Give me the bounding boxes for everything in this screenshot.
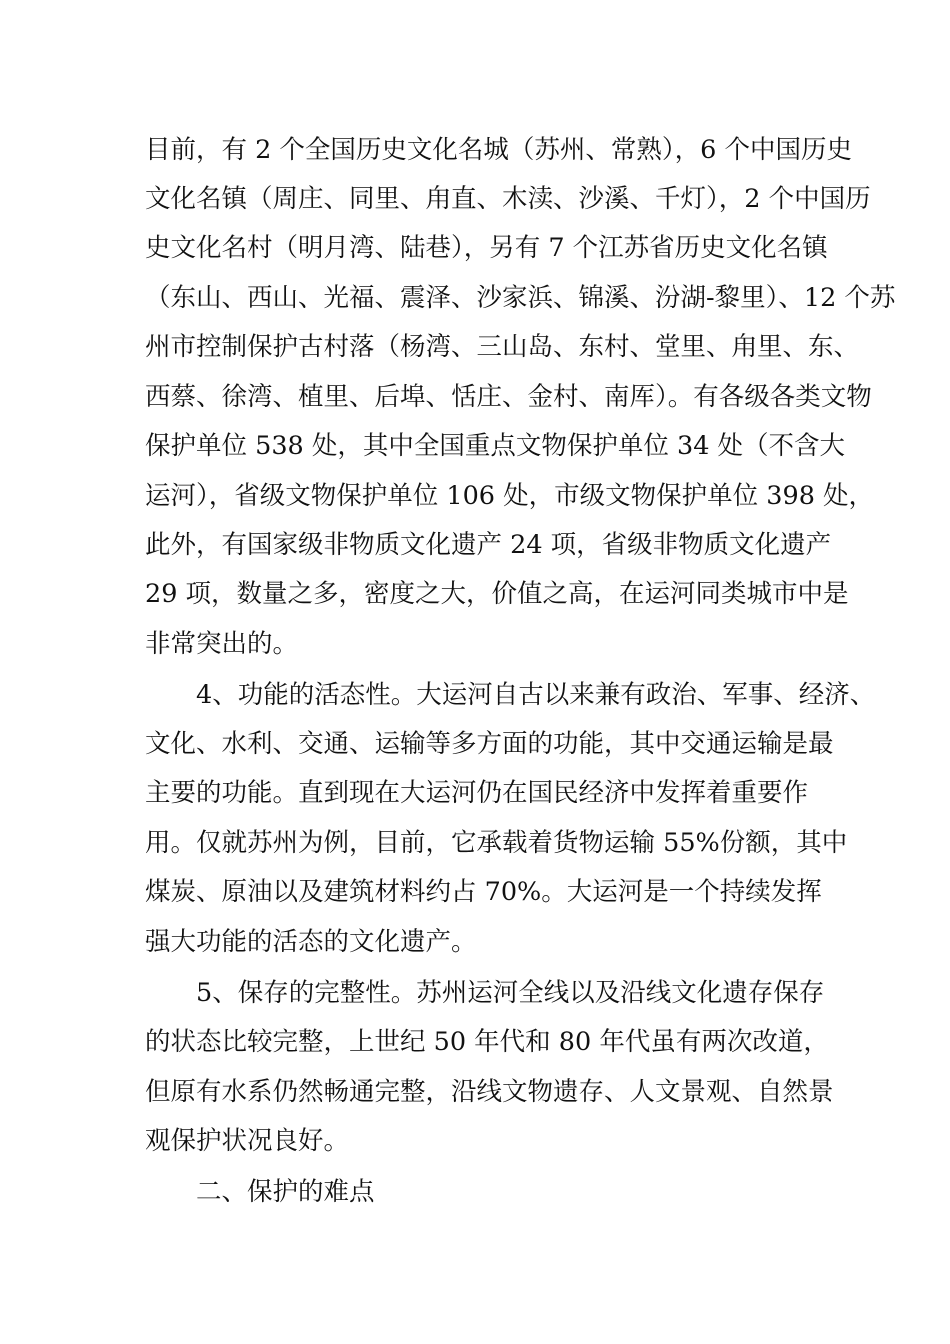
text-line: 文化、水利、交通、运输等多方面的功能，其中交通运输是最 <box>145 729 834 759</box>
text-line: （东山、西山、光福、震泽、沙家浜、锦溪、汾湖-黎里）、12 个苏 <box>145 283 896 313</box>
text-line: 但原有水系仍然畅通完整，沿线文物遗存、人文景观、自然景 <box>145 1077 834 1107</box>
text-line: 29 项，数量之多，密度之大，价值之高，在运河同类城市中是 <box>145 579 849 609</box>
text-line: 此外，有国家级非物质文化遗产 24 项，省级非物质文化遗产 <box>145 530 832 560</box>
text-line: 文化名镇（周庄、同里、甪直、木渎、沙溪、千灯），2 个中国历 <box>145 184 871 214</box>
text-line: 的状态比较完整，上世纪 50 年代和 80 年代虽有两次改道， <box>145 1027 829 1057</box>
text-line: 观保护状况良好。 <box>145 1126 350 1156</box>
text-line: 主要的功能。直到现在大运河仍在国民经济中发挥着重要作 <box>145 778 809 808</box>
text-line: 史文化名村（明月湾、陆巷），另有 7 个江苏省历史文化名镇 <box>145 233 828 263</box>
text-line: 非常突出的。 <box>145 629 299 659</box>
text-line: 州市控制保护古村落（杨湾、三山岛、东村、堂里、甪里、东、 <box>145 332 860 362</box>
text-line: 强大功能的活态的文化遗产。 <box>145 927 477 957</box>
section-heading: 二、保护的难点 <box>196 1177 375 1207</box>
paragraph-heading-line: 4、功能的活态性。大运河自古以来兼有政治、军事、经济、 <box>196 680 876 710</box>
text-line: 西蔡、徐湾、植里、后埠、恬庄、金村、南厍）。有各级各类文物 <box>145 382 872 412</box>
text-line: 运河），省级文物保护单位 106 处，市级文物保护单位 398 处， <box>145 481 875 511</box>
text-line: 保护单位 538 处，其中全国重点文物保护单位 34 处（不含大 <box>145 431 846 461</box>
text-line: 用。仅就苏州为例，目前，它承载着货物运输 55%份额，其中 <box>145 828 848 858</box>
text-line: 目前，有 2 个全国历史文化名城（苏州、常熟），6 个中国历史 <box>145 135 853 165</box>
paragraph-heading-line: 5、保存的完整性。苏州运河全线以及沿线文化遗存保存 <box>196 978 825 1008</box>
text-line: 煤炭、原油以及建筑材料约占 70%。大运河是一个持续发挥 <box>145 877 822 907</box>
